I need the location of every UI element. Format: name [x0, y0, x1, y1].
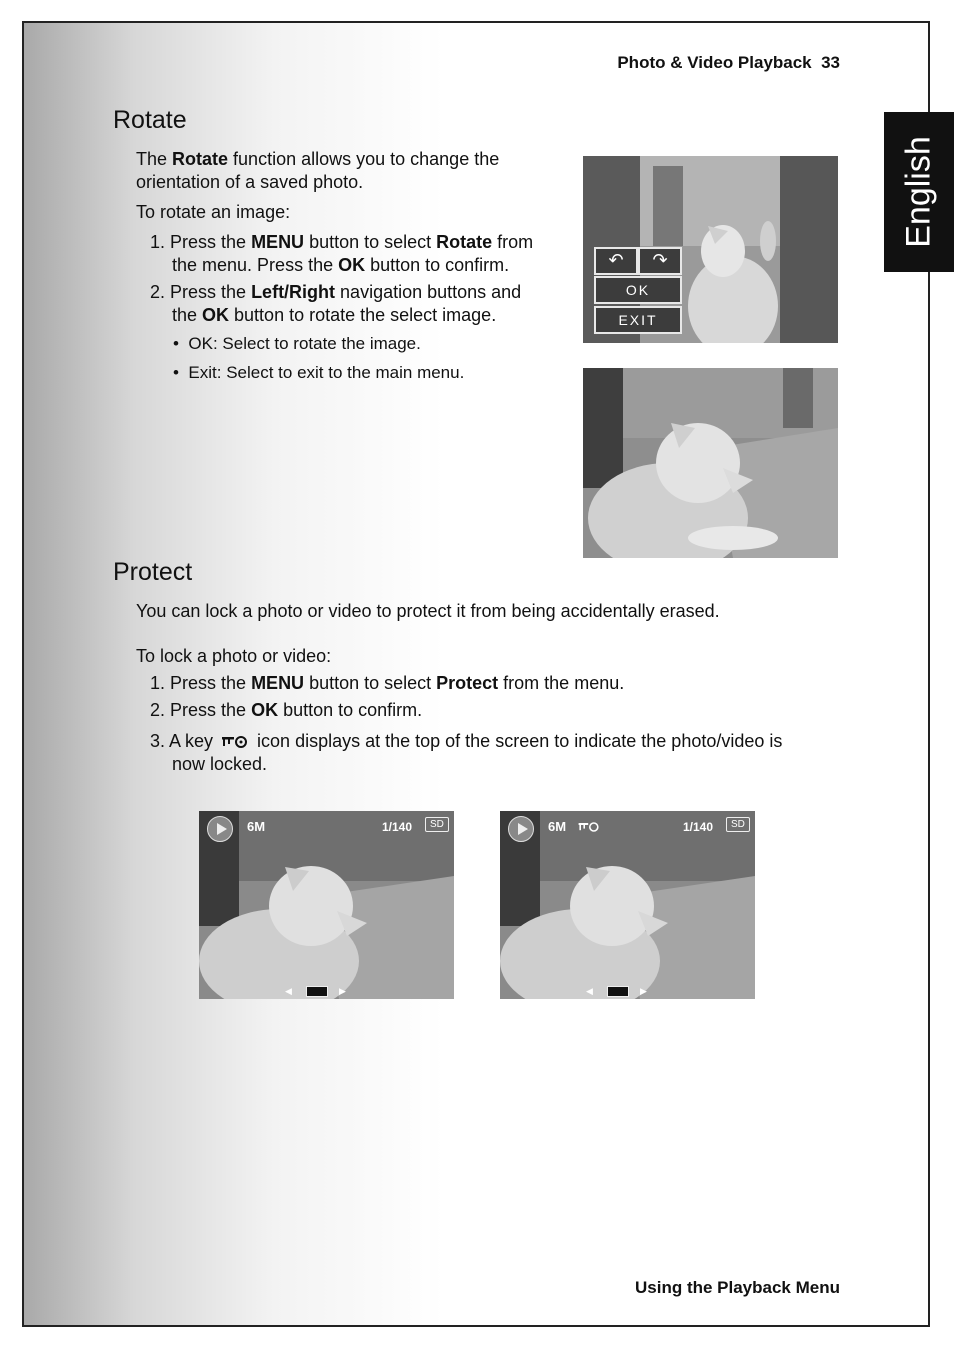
- protect-howto: To lock a photo or video:: [136, 646, 332, 666]
- rotate-step-1: [150, 231, 580, 277]
- text: 2. Press the: [150, 282, 252, 302]
- rotate-left-icon: ↶: [608, 250, 624, 270]
- bold-text: OK: [251, 700, 279, 720]
- language-tab: [884, 112, 954, 272]
- text: 1. Press the: [150, 232, 252, 252]
- text: from the menu.: [498, 673, 625, 693]
- text: orientation of a saved photo.: [136, 172, 364, 192]
- text: the: [172, 305, 203, 325]
- resolution-indicator: 6M: [548, 819, 567, 834]
- text: navigation buttons and: [335, 282, 522, 302]
- text: button to select: [304, 673, 437, 693]
- playback-screen-locked: [500, 811, 755, 999]
- rotate-left-button[interactable]: [594, 247, 638, 275]
- bold-text: MENU: [251, 673, 305, 693]
- text: 1. Press the: [150, 673, 252, 693]
- prev-arrow-icon: ◀: [285, 986, 292, 996]
- image-counter: 1/140: [683, 820, 714, 834]
- text: 3. A key: [150, 731, 219, 751]
- playback-screen-unlocked: [199, 811, 454, 999]
- text: 2. Press the: [150, 700, 252, 720]
- protect-step-1: [150, 672, 624, 695]
- running-footer: Using the Playback Menu: [635, 1278, 840, 1297]
- bold-text: Left/Right: [251, 282, 336, 302]
- rotate-right-button[interactable]: [638, 247, 682, 275]
- resolution-indicator: 6M: [247, 819, 266, 834]
- play-icon: [508, 816, 534, 842]
- text: button to select: [304, 232, 437, 252]
- running-header: Photo & Video Playback 33: [617, 53, 840, 72]
- rotate-ok-button[interactable]: OK: [594, 276, 682, 304]
- bold-text: Rotate: [436, 232, 493, 252]
- rotated-photo: [583, 368, 838, 558]
- text: The: [136, 149, 173, 169]
- language-tab-label: English: [899, 136, 938, 248]
- next-arrow-icon: ▶: [339, 986, 346, 996]
- text: button to confirm.: [365, 255, 510, 275]
- rotate-right-icon: ↷: [652, 250, 668, 270]
- rotate-exit-button[interactable]: EXIT: [594, 306, 682, 334]
- battery-icon: [607, 986, 629, 997]
- protect-intro: You can lock a photo or video to protect it from being accidentally erased.: [136, 601, 720, 621]
- text: button to rotate the select image.: [229, 305, 497, 325]
- text: the menu. Press the: [172, 255, 339, 275]
- rotate-intro: [136, 148, 576, 194]
- play-icon: [207, 816, 233, 842]
- text: from: [492, 232, 534, 252]
- sd-card-icon: SD: [726, 817, 750, 832]
- next-arrow-icon: ▶: [640, 986, 647, 996]
- prev-arrow-icon: ◀: [586, 986, 593, 996]
- rotate-menu-screenshot: [583, 156, 838, 343]
- text: OK: Select to rotate the image.: [188, 334, 421, 353]
- bold-text: Protect: [436, 673, 499, 693]
- key-icon: [220, 735, 250, 749]
- rotate-bullet-exit: • Exit: Select to exit to the main menu.: [173, 363, 465, 382]
- rotate-bullet-ok: • OK: Select to rotate the image.: [173, 334, 421, 353]
- text: function allows you to change the: [228, 149, 500, 169]
- bold-text: OK: [202, 305, 230, 325]
- sd-card-icon: SD: [425, 817, 449, 832]
- rotate-howto: To rotate an image:: [136, 202, 291, 222]
- text: icon displays at the top of the screen to indicate the photo/video is: [252, 731, 783, 751]
- bold-text: Rotate: [172, 149, 229, 169]
- protect-heading: Protect: [113, 558, 193, 586]
- text: button to confirm.: [278, 700, 423, 720]
- image-counter: 1/140: [382, 820, 413, 834]
- protect-key-icon: [577, 821, 601, 833]
- rotate-step-2: [150, 281, 580, 327]
- rotate-heading: Rotate: [113, 106, 187, 134]
- protect-step-3: [150, 730, 850, 776]
- bold-text: MENU: [251, 232, 305, 252]
- bold-text: OK: [338, 255, 366, 275]
- text: Exit: Select to exit to the main menu.: [188, 363, 465, 382]
- protect-step-2: [150, 699, 422, 722]
- battery-icon: [306, 986, 328, 997]
- text: now locked.: [172, 754, 268, 774]
